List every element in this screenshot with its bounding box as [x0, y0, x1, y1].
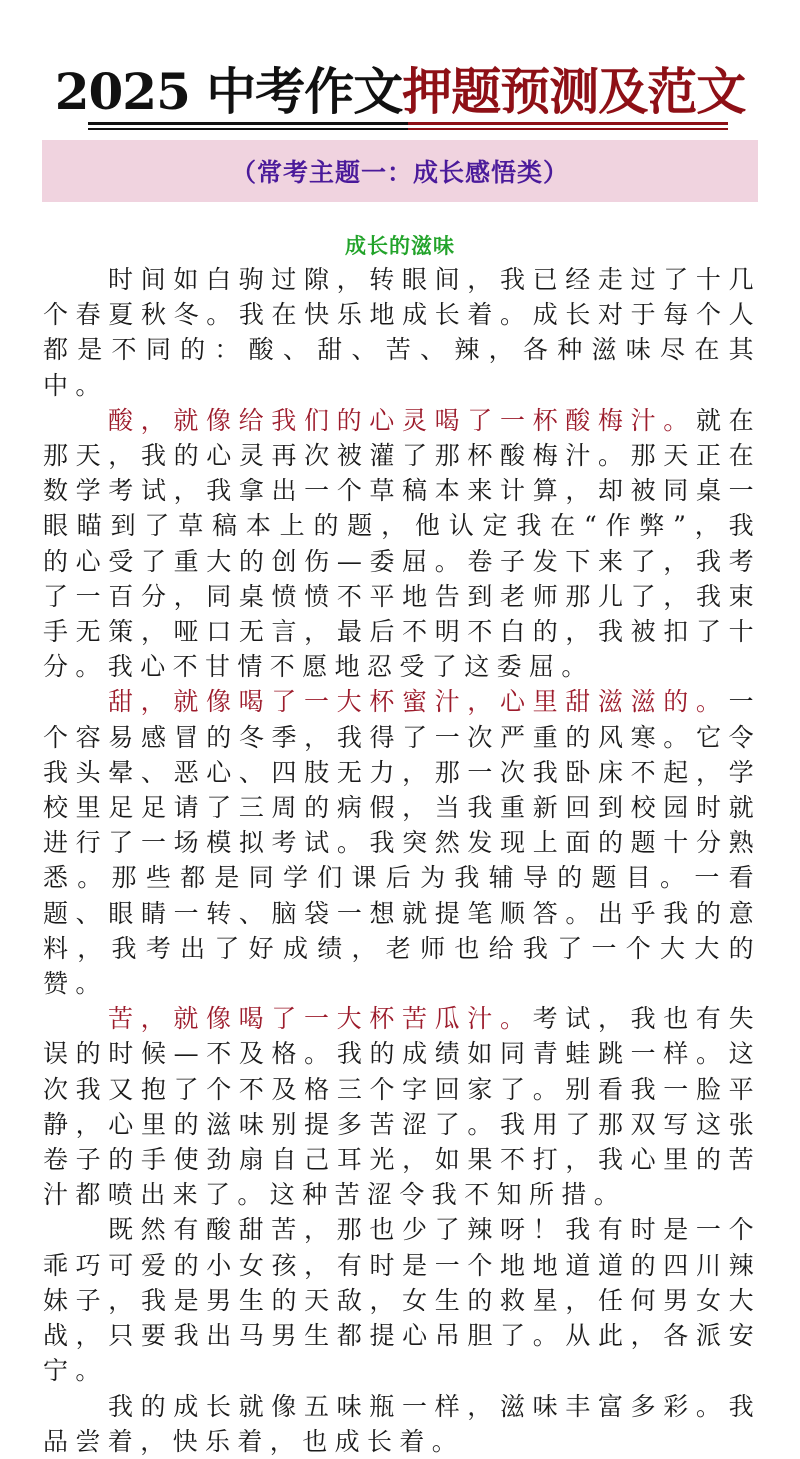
page-title: [0, 62, 800, 122]
paragraph-text: 就在那天，我的心灵再次被灌了那杯酸梅汁。那天正在数学考试，我拿出一个草稿本来计算，却被同桌一眼瞄到了草稿本上的题，他认定我在“作弊”，我的心受了重大的创伤—委屈。卷子发下来了，我考了一百分，同桌愤愤不平地告到老师那儿了，我束手无策，哑口无言，最后不明不白的，我被扣了十分。我心不甘情不愿地忍受了这委屈。: [43, 405, 762, 682]
paragraph-text: 既然有酸甜苦，那也少了辣呀！我有时是一个乖巧可爱的小女孩，有时是一个地地道道的四川辣妹子，我是男生的天敌，女生的救星，任何男女大战，只要我出马男生都提心吊胆了。从此，各派安宁。: [43, 1215, 761, 1386]
paragraph: [43, 1389, 761, 1459]
paragraph: [43, 1212, 761, 1388]
paragraph-text: 时间如白驹过隙，转眼间，我已经走过了十几个春夏秋冬。我在快乐地成长着。成长对于每个人都是不同的：酸、甜、苦、辣，各种滋味尽在其中。: [43, 265, 761, 400]
paragraph-lead: 苦，就像喝了一大杯苦瓜汁。: [108, 1004, 533, 1034]
paragraph-text: 我的成长就像五味瓶一样，滋味丰富多彩。我品尝着，快乐着，也成长着。: [43, 1391, 761, 1456]
paragraph-text: 一个容易感冒的冬季，我得了一次严重的风寒。它令我头晕、恶心、四肢无力，那一次我卧床不起，学校里足足请了三周的病假，当我重新回到校园时就进行了一场模拟考试。我突然发现上面的题十分熟悉。那些都是同学们课后为我辅导的题目。一看题、眼睛一转、脑袋一想就提笔顺答。出乎我的意料，我考出了好成绩，老师也给我了一个大大的赞。: [43, 687, 761, 999]
title-underline-thin: [88, 128, 728, 130]
paragraph: [43, 1001, 761, 1212]
essay-heading: 成长的滋味: [345, 233, 455, 258]
essay-body: [43, 262, 761, 1459]
title-part-red: 押题预测及范文: [402, 62, 746, 121]
title-part-black: 2025 中考作文: [54, 62, 403, 121]
paragraph: [43, 684, 761, 1001]
paragraph-lead: 酸，就像给我们的心灵喝了一杯酸梅汁。: [108, 405, 696, 435]
subtitle-banner: [42, 140, 758, 202]
subtitle: （常考主题一：成长感悟类）: [230, 158, 569, 187]
paragraph-text: 考试，我也有失误的时候—不及格。我的成绩如同青蛙跳一样。这次我又抱了个不及格三个字回家了。别看我一脸平静，心里的滋味别提多苦涩了。我用了那双写这张卷子的手使劲扇自己耳光，如果不打，我心里的苦汁都喷出来了。这种苦涩令我不知所措。: [43, 1004, 761, 1210]
paragraph: [43, 403, 761, 685]
title-underline-thick: [88, 122, 728, 125]
paragraph: [43, 262, 761, 403]
paragraph-lead: 甜，就像喝了一大杯蜜汁，心里甜滋滋的。: [108, 687, 729, 717]
